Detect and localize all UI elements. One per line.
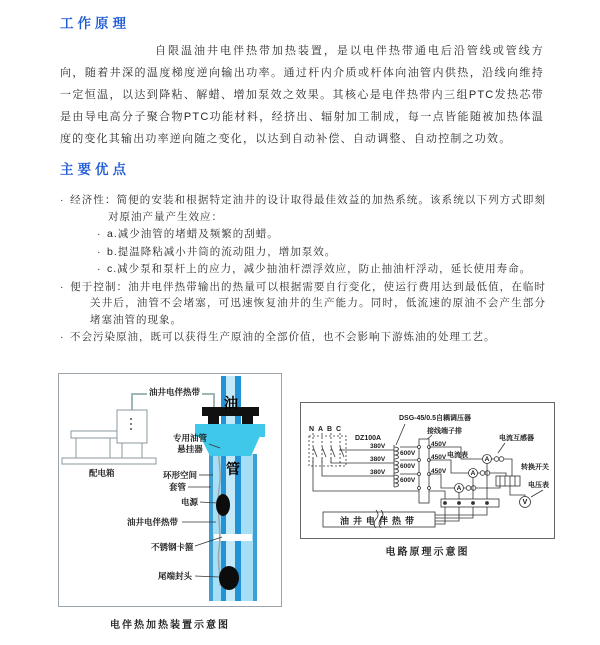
list-item-text: c.减少泵和泵杆上的应力，减少抽油杆漂浮效应，防止抽油杆浮动，延长使用寿命。 [107,263,532,275]
phase-c-label: C [336,426,342,433]
voltage-600-label-2: 600V [400,463,416,470]
list-item-control [60,279,546,329]
pipe-character-oil: 油 [224,395,238,411]
list-item-economy [60,192,546,225]
casing-label: 套管 [169,482,187,492]
bullet-dot: · [97,245,102,258]
bullet-dot: · [97,228,102,240]
transformer-label: DSG-45/0.5自耦调压器 [399,415,471,422]
hanger-label-line2: 悬挂器 [177,444,203,454]
list-item-b [97,244,546,261]
phase-n-label: N [309,426,315,433]
list-item-label: 经济性： [70,194,117,206]
working-principle-heading: 工作原理 [60,16,130,31]
hanger-label-line1: 专用油管 [172,433,207,443]
circuit-diagram [300,402,555,539]
voltage-600-label-1: 600V [400,449,416,457]
cabinet-vent-dot [130,428,132,430]
working-principle-paragraph: 自限温油井电伴热带加热装置，是以电伴热带通电后沿管线或管线方向，随着井深的温度梯度逆向输出功率。通过杆内介质或杆体向油管内供热，沿线向维持一定恒温，以达到降粘、解蜡、增加泵效之效果。其核心是电伴热带内三组PTC发热芯带是由导电高分子聚合物PTC功能材料，经挤出、辐射加工制成，每一点皆能随被加热体温度的变化其输出功率逆向随之变化，以达到自动补偿、自动调整、自动控制之功效。 [60,45,544,145]
voltmeter-label: 电压表 [528,482,549,489]
bullet-dot: · [97,263,102,275]
list-item-no-pollution [60,329,546,346]
advantages-list [60,192,546,347]
voltage-450-label-2: 450V [431,453,447,461]
ammeter-glyph-2: A [470,470,476,477]
heat-band-label: 油井电伴热带 [127,517,179,527]
voltage-380-label-2: 380V [370,456,386,463]
list-item-text: a.减少油管的堵蜡及频繁的刮蜡。 [107,228,279,240]
voltage-380-label-3: 380V [370,469,386,476]
voltage-380-label-1: 380V [370,443,386,450]
list-item-c [97,261,546,278]
power-connector-blob [216,494,230,516]
list-item-text: 不会污染原油，既可以获得生产原油的全部价值，也不会影响下游炼油的处理工艺。 [70,331,496,343]
list-item-label: 便于控制： [70,280,129,293]
ammeter-glyph-3: A [456,485,462,492]
list-item-text: b.提温降粘减小井筒的流动阻力，增加泵效。 [107,245,337,258]
hanger-label [171,433,209,455]
heat-band-box-label: 油井电伴热带 [339,516,418,526]
breaker-model-label: DZ100A [355,435,382,442]
cabinet-vent-dot [130,423,132,425]
power-box-label: 配电箱 [89,468,115,478]
pipe-character-pipe: 管 [226,461,240,477]
advantages-heading: 主要优点 [60,162,130,177]
phase-b-label: B [327,426,333,433]
voltmeter-glyph: V [522,499,528,506]
voltage-450-label-3: 450V [431,467,447,475]
power-label: 电源 [181,497,199,507]
phase-a-label: A [318,426,324,433]
ammeter-label: 电流表 [447,452,468,459]
bullet-dot: · [60,194,65,206]
ammeter-glyph-1: A [484,456,490,463]
selector-switch-label: 转换开关 [521,464,549,471]
end-cap-blob [219,566,239,590]
list-item-text: 简便的安装和根据特定油井的设计取得最佳效益的加热系统。该系统以下列方式即刻对原油产量产生效应： [108,194,547,223]
terminal-block-label: 接线端子排 [427,428,462,435]
list-item-a [97,226,546,243]
annulus-label: 环形空间 [163,470,198,480]
right-figure-caption: 电路原理示意图 [385,547,470,558]
voltage-600-label-3: 600V [400,477,416,484]
end-cap-label: 尾端封头 [158,571,193,581]
heating-device-diagram [58,373,282,607]
clamp-label: 不锈钢卡箍 [151,542,194,552]
voltage-450-label-1: 450V [431,440,447,448]
distribution-cabinet-artwork [62,410,156,464]
cable-band-label: 油井电伴热带 [149,387,201,397]
bullet-dot: · [60,280,65,293]
current-transformer-label: 电流互感器 [499,435,534,442]
bullet-dot: · [60,331,65,343]
cabinet-vent-dot [130,418,132,420]
list-item-text: 油井电伴热带输出的热量可以根据需要自行变化，使运行费用达到最低值，在临时关井后，油管不会堵塞，可迅速恢复油井的生产能力。同时，低流速的原油不会产生部分堵塞油管的现象。 [90,280,547,326]
left-figure-caption: 电伴热加热装置示意图 [110,620,230,631]
